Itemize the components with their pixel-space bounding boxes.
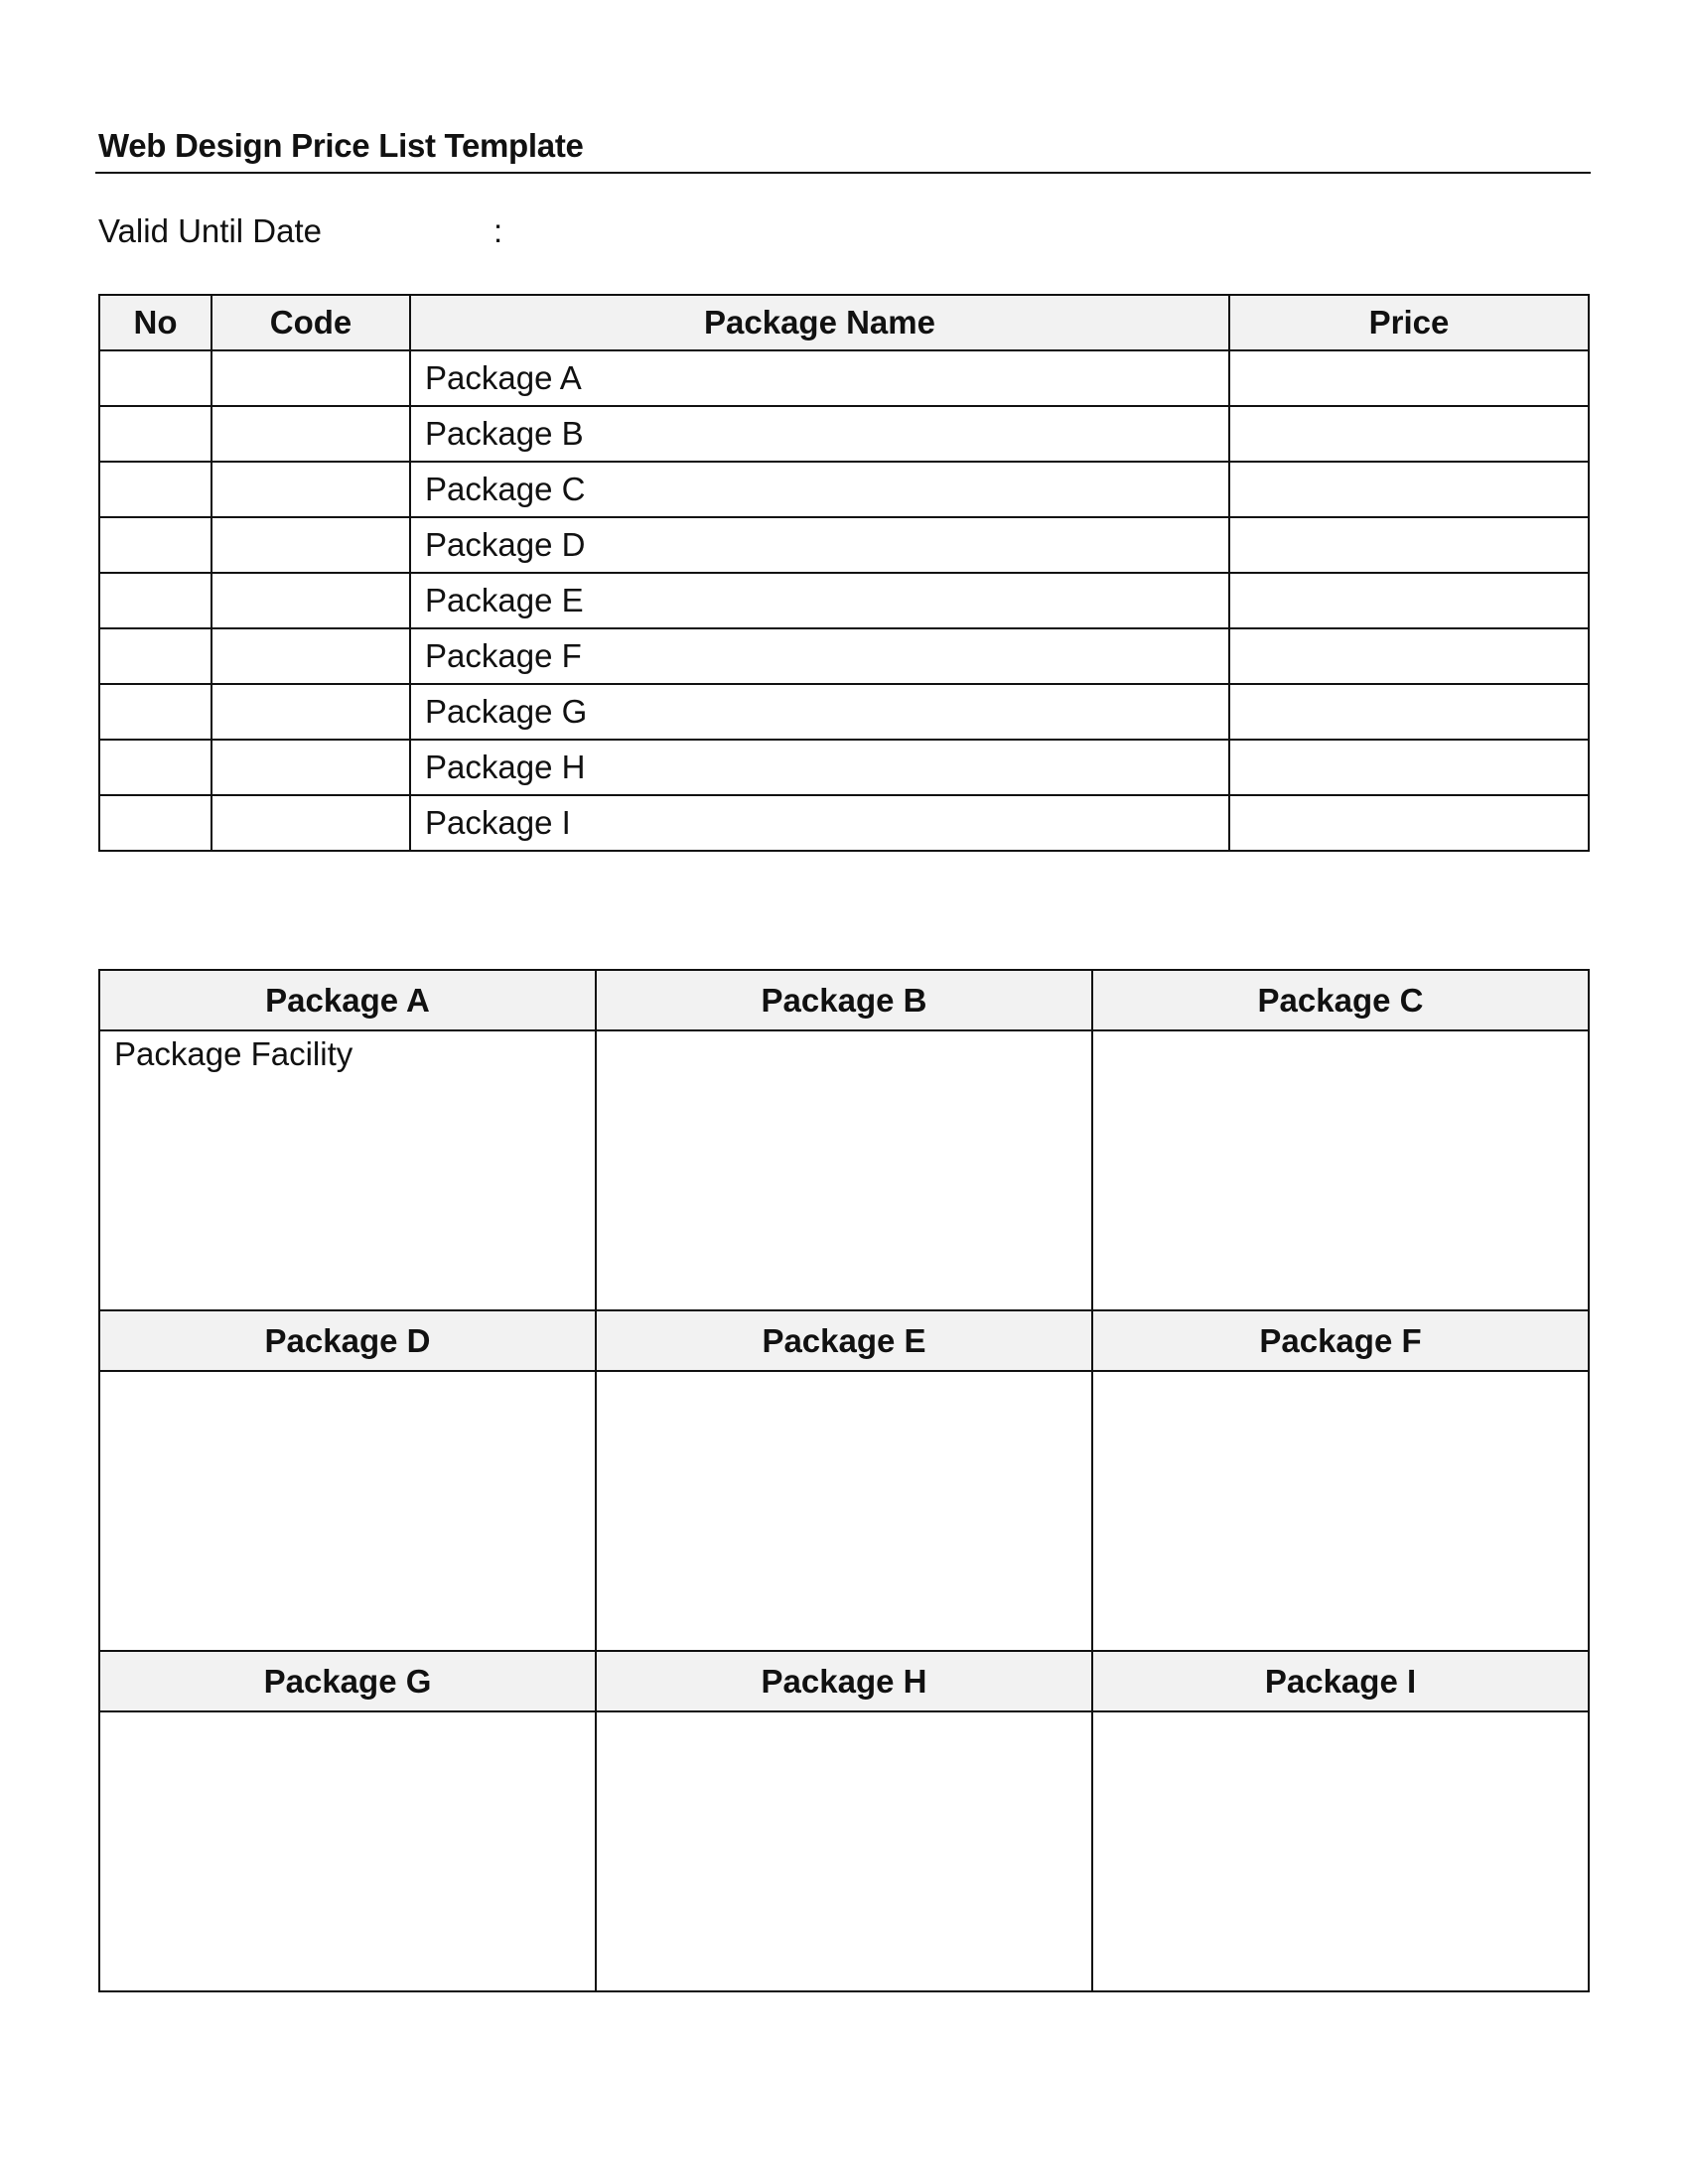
- cell-price[interactable]: [1229, 573, 1589, 628]
- cell-package-name: Package E: [410, 573, 1229, 628]
- cell-code[interactable]: [211, 795, 410, 851]
- package-d-header: Package D: [99, 1310, 596, 1371]
- package-header-row: [99, 1651, 1589, 1711]
- package-a-header: Package A: [99, 970, 596, 1030]
- cell-code[interactable]: [211, 406, 410, 462]
- cell-price[interactable]: [1229, 462, 1589, 517]
- cell-code[interactable]: [211, 350, 410, 406]
- column-header-code: Code: [211, 295, 410, 350]
- column-header-price: Price: [1229, 295, 1589, 350]
- package-facility-label: Package Facility: [114, 1035, 353, 1072]
- table-row: [99, 628, 1589, 684]
- cell-package-name: Package H: [410, 740, 1229, 795]
- cell-price[interactable]: [1229, 628, 1589, 684]
- cell-no[interactable]: [99, 573, 211, 628]
- cell-package-name: Package A: [410, 350, 1229, 406]
- title-underline: [95, 172, 1591, 174]
- package-details-grid: [98, 969, 1590, 1992]
- column-header-package-name: Package Name: [410, 295, 1229, 350]
- cell-code[interactable]: [211, 628, 410, 684]
- cell-code[interactable]: [211, 573, 410, 628]
- cell-package-name: Package C: [410, 462, 1229, 517]
- cell-package-name: Package B: [410, 406, 1229, 462]
- table-row: [99, 406, 1589, 462]
- cell-code[interactable]: [211, 740, 410, 795]
- cell-price[interactable]: [1229, 684, 1589, 740]
- package-h-details[interactable]: [596, 1711, 1092, 1991]
- package-e-details[interactable]: [596, 1371, 1092, 1651]
- cell-price[interactable]: [1229, 740, 1589, 795]
- package-body-row: [99, 1711, 1589, 1991]
- cell-code[interactable]: [211, 517, 410, 573]
- cell-no[interactable]: [99, 740, 211, 795]
- cell-code[interactable]: [211, 684, 410, 740]
- cell-no[interactable]: [99, 684, 211, 740]
- package-d-details[interactable]: [99, 1371, 596, 1651]
- cell-package-name: Package G: [410, 684, 1229, 740]
- document-title: Web Design Price List Template: [98, 127, 584, 164]
- table-row: [99, 795, 1589, 851]
- cell-price[interactable]: [1229, 406, 1589, 462]
- package-f-header: Package F: [1092, 1310, 1589, 1371]
- table-row: [99, 684, 1589, 740]
- cell-package-name: Package F: [410, 628, 1229, 684]
- valid-until-separator: :: [493, 212, 503, 249]
- cell-code[interactable]: [211, 462, 410, 517]
- cell-no[interactable]: [99, 462, 211, 517]
- package-a-details[interactable]: [99, 1030, 596, 1310]
- cell-no[interactable]: [99, 628, 211, 684]
- price-table: [98, 294, 1590, 852]
- cell-price[interactable]: [1229, 795, 1589, 851]
- table-row: [99, 350, 1589, 406]
- cell-no[interactable]: [99, 517, 211, 573]
- table-row: [99, 462, 1589, 517]
- price-table-header-row: [99, 295, 1589, 350]
- package-c-details[interactable]: [1092, 1030, 1589, 1310]
- package-b-details[interactable]: [596, 1030, 1092, 1310]
- cell-package-name: Package D: [410, 517, 1229, 573]
- package-header-row: [99, 1310, 1589, 1371]
- package-g-header: Package G: [99, 1651, 596, 1711]
- package-h-header: Package H: [596, 1651, 1092, 1711]
- package-i-header: Package I: [1092, 1651, 1589, 1711]
- valid-until-label: Valid Until Date: [98, 212, 322, 249]
- package-e-header: Package E: [596, 1310, 1092, 1371]
- cell-no[interactable]: [99, 795, 211, 851]
- package-g-details[interactable]: [99, 1711, 596, 1991]
- package-b-header: Package B: [596, 970, 1092, 1030]
- package-i-details[interactable]: [1092, 1711, 1589, 1991]
- package-body-row: [99, 1030, 1589, 1310]
- package-header-row: [99, 970, 1589, 1030]
- cell-price[interactable]: [1229, 517, 1589, 573]
- cell-no[interactable]: [99, 350, 211, 406]
- cell-package-name: Package I: [410, 795, 1229, 851]
- table-row: [99, 740, 1589, 795]
- package-f-details[interactable]: [1092, 1371, 1589, 1651]
- cell-no[interactable]: [99, 406, 211, 462]
- column-header-no: No: [99, 295, 211, 350]
- package-c-header: Package C: [1092, 970, 1589, 1030]
- package-body-row: [99, 1371, 1589, 1651]
- cell-price[interactable]: [1229, 350, 1589, 406]
- table-row: [99, 517, 1589, 573]
- table-row: [99, 573, 1589, 628]
